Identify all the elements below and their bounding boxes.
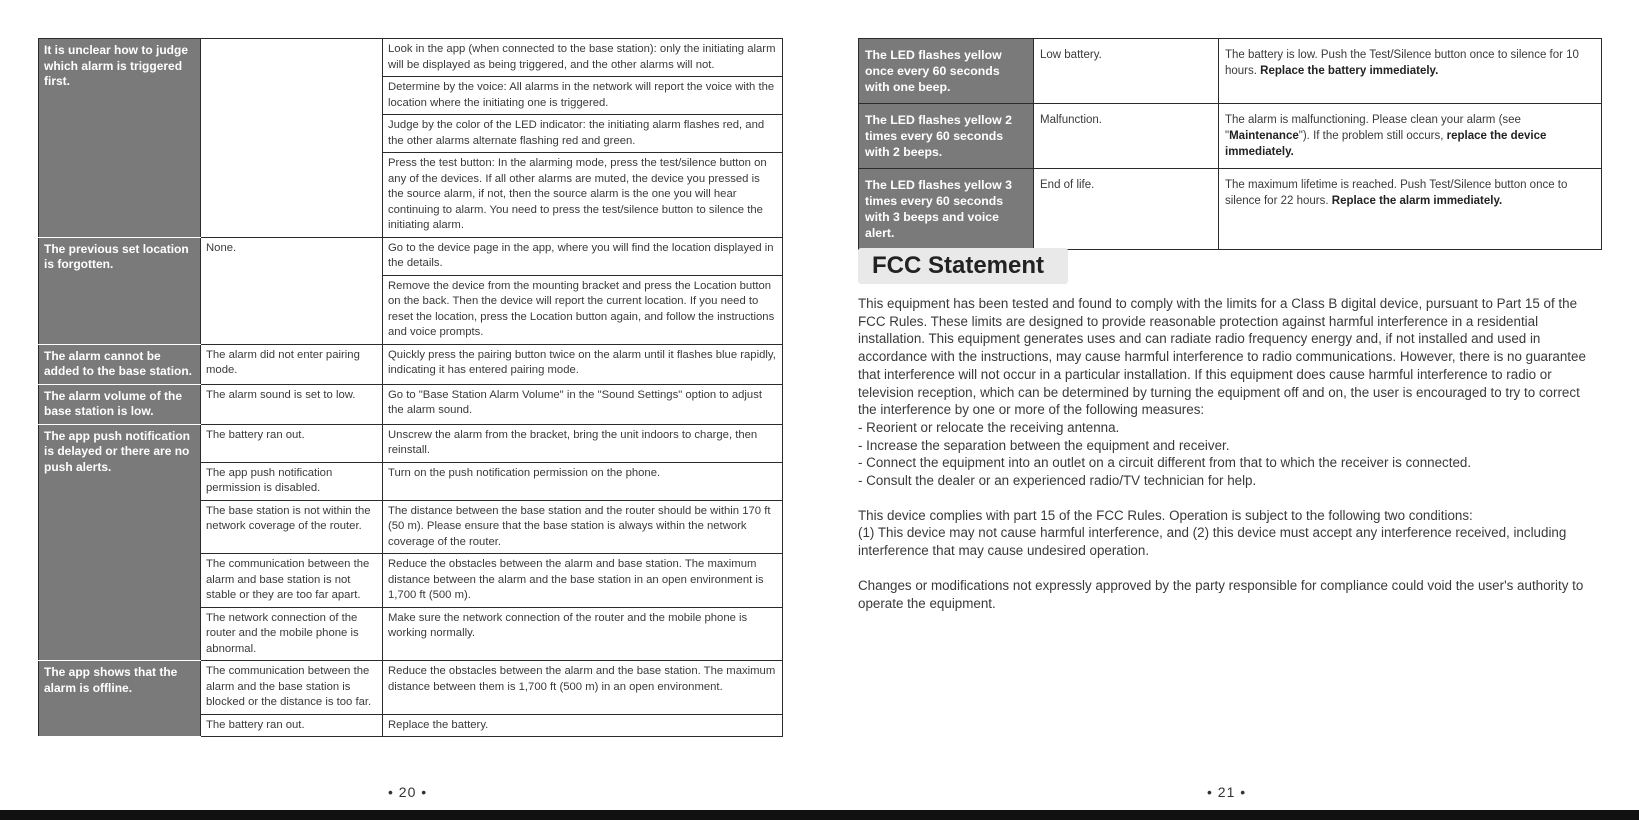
fcc-paragraph: Changes or modifications not expressly approved by the party responsible for compliance could void the user's authority to operate the equipment.: [858, 577, 1584, 611]
problem-cell: The app shows that the alarm is offline.: [39, 661, 201, 737]
solution-emphasis: replace the device immediately.: [1225, 130, 1547, 158]
cause-cell: The communication between the alarm and the base station is blocked or the distance is too far.: [201, 661, 383, 715]
fcc-paragraph: This equipment has been tested and found to comply with the limits for a Class B digital device, pursuant to Part 15 of the FCC Rules. These limits are designed to provide reasonable protection against harmful interference in a residential installation. This equipment generates uses and can radiate radio frequency energy and, if not installed and used in accordance with the instructions, may cause harmful interference to radio communications. However, there is no guarantee that interference will not occur in a particular installation. If this equipment does cause harmful interference to radio or television reception, which can be determined by turning the equipment off and on, the user is encouraged to try to correct the interference by one or more of the following measures:: [858, 296, 1586, 418]
cause-cell: End of life.: [1034, 169, 1219, 250]
solution-cell: Quickly press the pairing button twice on the alarm until it flashes blue rapidly, indicating it has entered pairing mode.: [383, 344, 783, 384]
problem-cell: The LED flashes yellow once every 60 seconds with one beep.: [859, 39, 1034, 104]
fcc-paragraph: This device complies with part 15 of the FCC Rules. Operation is subject to the following two conditions:: [858, 507, 1473, 523]
table-row: [39, 39, 783, 77]
cause-cell: The app push notification permission is disabled.: [201, 462, 383, 500]
solution-cell: Go to the device page in the app, where you will find the location displayed in the details.: [383, 237, 783, 275]
solution-cell: [1219, 104, 1602, 169]
fcc-measure-item: - Increase the separation between the equipment and receiver.: [858, 437, 1230, 453]
solution-cell: Judge by the color of the LED indicator: the initiating alarm flashes red, and the other alarms alternate flashing red and green.: [383, 115, 783, 153]
page-number-right: • 21 •: [1207, 784, 1247, 800]
solution-cell: Go to "Base Station Alarm Volume" in the "Sound Settings" option to adjust the alarm sound.: [383, 384, 783, 424]
solution-cell: Make sure the network connection of the router and the mobile phone is working normally.: [383, 607, 783, 661]
left-page: [38, 38, 783, 737]
fcc-statement-heading: FCC Statement: [858, 248, 1068, 284]
cause-cell: The communication between the alarm and base station is not stable or they are too far apart.: [201, 554, 383, 608]
fcc-statement-body: [858, 295, 1598, 612]
table-row: [39, 661, 783, 715]
solution-cell: Turn on the push notification permission on the phone.: [383, 462, 783, 500]
cause-cell: None.: [201, 237, 383, 344]
cause-cell: The battery ran out.: [201, 714, 383, 737]
solution-text: The alarm is malfunctioning. Please clean your alarm (see ": [1225, 114, 1521, 142]
cause-cell: Malfunction.: [1034, 104, 1219, 169]
cause-cell: Low battery.: [1034, 39, 1219, 104]
table-row: [39, 344, 783, 384]
solution-emphasis: Maintenance: [1229, 130, 1299, 142]
solution-cell: Reduce the obstacles between the alarm and base station. The maximum distance between the alarm and the base station in an open environment is 1,700 ft (500 m).: [383, 554, 783, 608]
table-row: [39, 384, 783, 424]
problem-cell: The app push notification is delayed or there are no push alerts.: [39, 424, 201, 661]
paragraph-gap: [858, 560, 1598, 577]
fcc-measure-item: - Consult the dealer or an experienced radio/TV technician for help.: [858, 473, 1257, 489]
solution-cell: Reduce the obstacles between the alarm and the base station. The maximum distance between them is 1,700 ft (500 m) in an open environment.: [383, 661, 783, 715]
fcc-paragraph: (1) This device may not cause harmful interference, and (2) this device must accept any interference received, including interference that may cause undesired operation.: [858, 525, 1567, 559]
problem-cell: The previous set location is forgotten.: [39, 237, 201, 344]
solution-cell: [1219, 169, 1602, 250]
cause-cell: The alarm did not enter pairing mode.: [201, 344, 383, 384]
table-row: [39, 237, 783, 275]
solution-cell: Remove the device from the mounting bracket and press the Location button on the back. Then the device will report the current location. If you need to reset the location, press the Location button again, and follow the instructions and voice prompts.: [383, 275, 783, 344]
solution-text: The maximum lifetime is reached. Push Test/Silence button once to silence for 22 hours.: [1225, 179, 1568, 207]
fcc-measure-item: - Reorient or relocate the receiving antenna.: [858, 419, 1120, 435]
troubleshooting-table-right: [858, 38, 1602, 250]
solution-text: "). If the problem still occurs,: [1298, 130, 1447, 142]
solution-emphasis: Replace the alarm immediately.: [1331, 195, 1503, 207]
table-row: [859, 104, 1602, 169]
table-row: [859, 39, 1602, 104]
fcc-measure-item: - Connect the equipment into an outlet on a circuit different from that to which the receiver is connected.: [858, 455, 1472, 471]
right-page: [858, 38, 1602, 250]
solution-emphasis: Replace the battery immediately.: [1260, 65, 1439, 77]
problem-cell: The alarm cannot be added to the base station.: [39, 344, 201, 384]
solution-cell: Unscrew the alarm from the bracket, bring the unit indoors to charge, then reinstall.: [383, 424, 783, 462]
page-number-left: • 20 •: [388, 784, 428, 800]
bottom-border: [0, 810, 1639, 820]
cause-cell: The battery ran out.: [201, 424, 383, 462]
problem-cell: It is unclear how to judge which alarm is triggered first.: [39, 39, 201, 238]
table-row: [859, 169, 1602, 250]
solution-cell: Look in the app (when connected to the base station): only the initiating alarm will be displayed as being triggered, and the other alarms will not.: [383, 39, 783, 77]
paragraph-gap: [858, 490, 1598, 507]
solution-cell: Replace the battery.: [383, 714, 783, 737]
solution-text: The battery is low. Push the Test/Silence button once to silence for 10 hours.: [1225, 49, 1579, 77]
problem-cell: The LED flashes yellow 3 times every 60 seconds with 3 beeps and voice alert.: [859, 169, 1034, 250]
troubleshooting-table-left: [38, 38, 783, 737]
cause-cell: [201, 39, 383, 238]
solution-cell: Determine by the voice: All alarms in the network will report the voice with the location where the initiating one is triggered.: [383, 77, 783, 115]
problem-cell: The alarm volume of the base station is low.: [39, 384, 201, 424]
cause-cell: The network connection of the router and the mobile phone is abnormal.: [201, 607, 383, 661]
problem-cell: The LED flashes yellow 2 times every 60 seconds with 2 beeps.: [859, 104, 1034, 169]
solution-cell: [1219, 39, 1602, 104]
cause-cell: The alarm sound is set to low.: [201, 384, 383, 424]
solution-cell: The distance between the base station and the router should be within 170 ft (50 m). Please ensure that the base station is always within the network coverage of the router.: [383, 500, 783, 554]
table-row: [39, 424, 783, 462]
cause-cell: The base station is not within the network coverage of the router.: [201, 500, 383, 554]
solution-cell: Press the test button: In the alarming mode, press the test/silence button on any of the devices. If all other alarms are muted, the device you pressed is the source alarm, if not, then the source alarm is the one you will hear continuing to alarm. You need to press the test/silence button to silence the initiating alarm.: [383, 153, 783, 238]
